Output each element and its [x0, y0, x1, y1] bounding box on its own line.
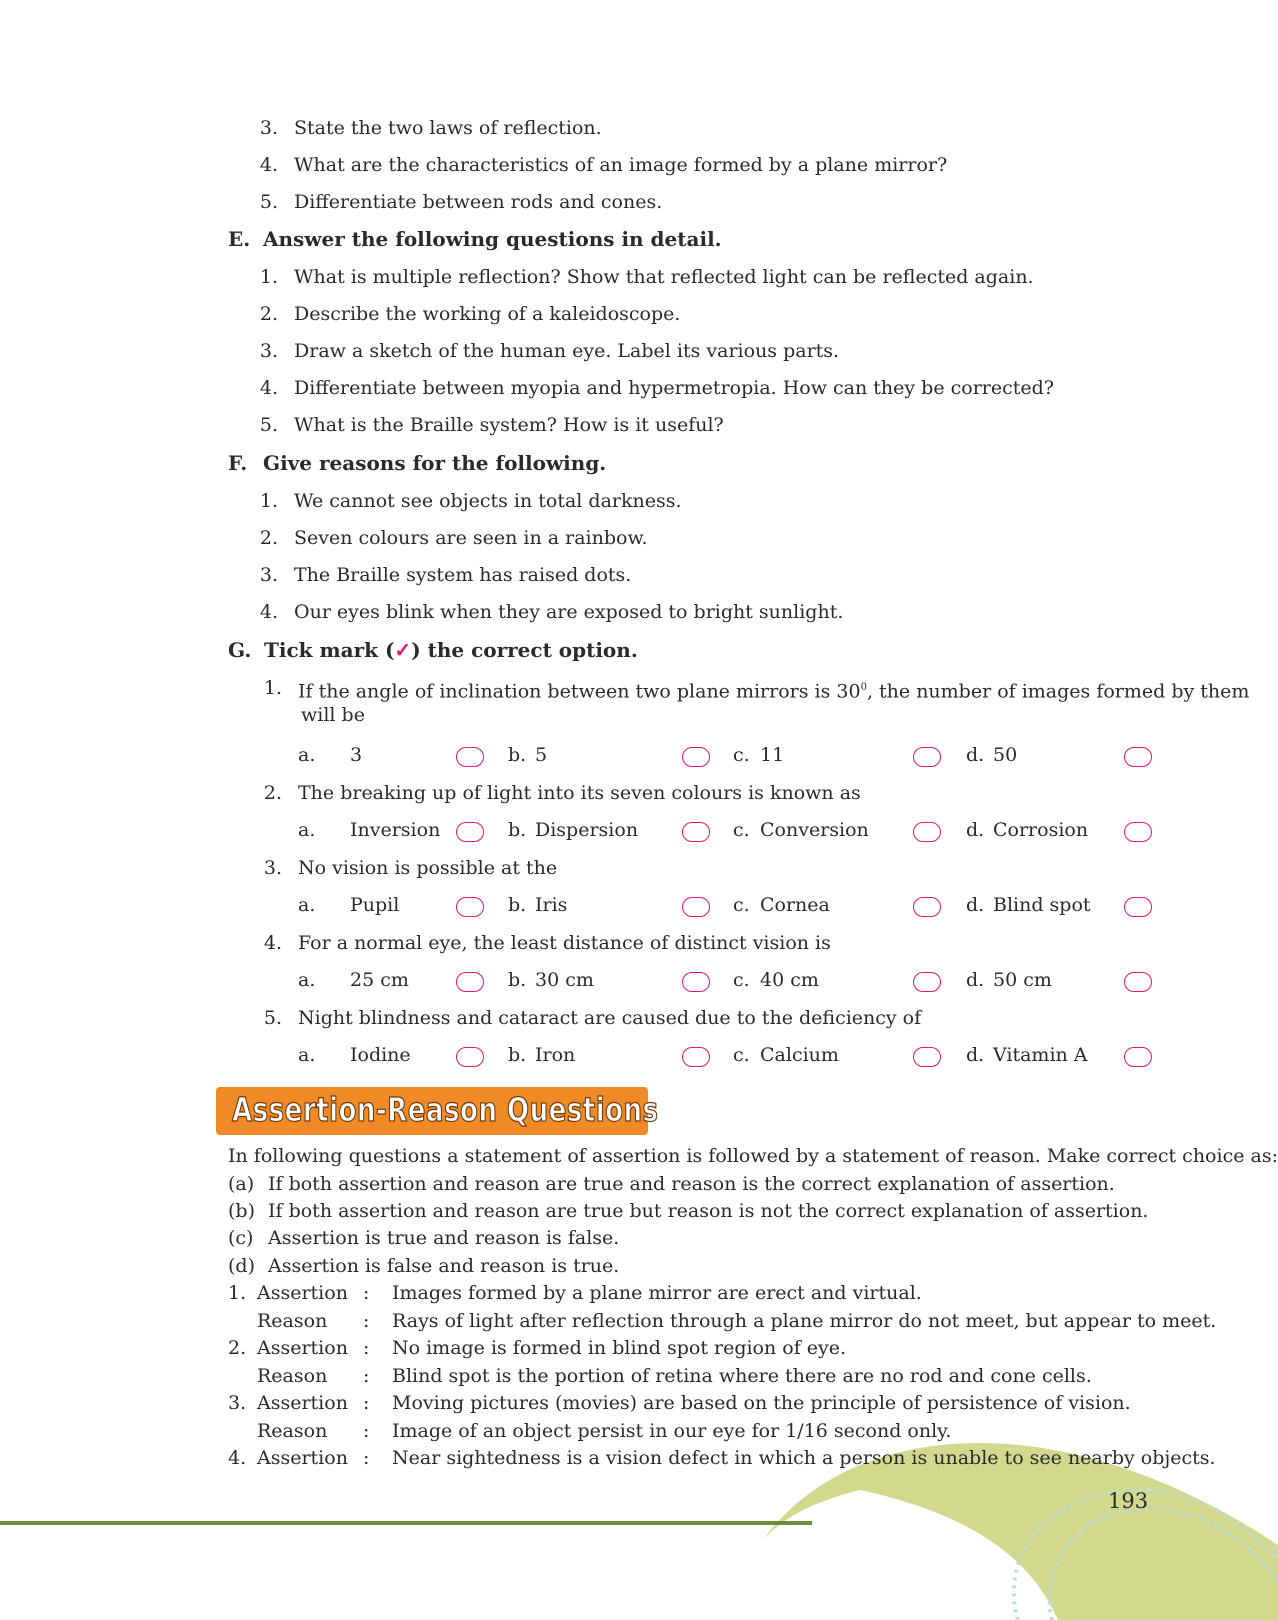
answer-checkbox[interactable] [913, 897, 941, 917]
option-text-a: Inversion [350, 819, 441, 841]
option-text-c: 11 [760, 744, 785, 766]
option-text-b: Dispersion [535, 819, 639, 841]
question-continuation: will be [301, 704, 365, 726]
option-text-d: 50 [993, 744, 1018, 766]
answer-checkbox[interactable] [913, 747, 941, 767]
option-label: a. [298, 1044, 316, 1066]
option-label: c. [733, 1044, 750, 1066]
option-label: a. [298, 744, 316, 766]
answer-checkbox[interactable] [913, 972, 941, 992]
tick-icon: ✓ [394, 638, 412, 662]
intro-text: In following questions a statement of assertion is followed by a statement of reason. Make correct choice as: [228, 1145, 1278, 1167]
option-label: d. [966, 744, 985, 766]
option-label: d. [966, 1044, 985, 1066]
footer-rule [0, 1521, 812, 1525]
answer-checkbox[interactable] [456, 747, 484, 767]
option-label: b. [508, 894, 527, 916]
answer-checkbox[interactable] [1124, 972, 1152, 992]
option-label: c. [733, 969, 750, 991]
option-label: b. [508, 819, 527, 841]
answer-checkbox[interactable] [913, 1047, 941, 1067]
option-label: d. [966, 894, 985, 916]
answer-checkbox[interactable] [456, 897, 484, 917]
option-label: c. [733, 819, 750, 841]
option-label: d. [966, 819, 985, 841]
option-text-c: Conversion [760, 819, 869, 841]
answer-checkbox[interactable] [1124, 747, 1152, 767]
option-label: b. [508, 1044, 527, 1066]
option-text-d: Vitamin A [993, 1044, 1088, 1066]
option-text-b: 5 [535, 744, 548, 766]
option-text-b: 30 cm [535, 969, 594, 991]
option-label: c. [733, 744, 750, 766]
answer-checkbox[interactable] [682, 1047, 710, 1067]
answer-checkbox[interactable] [682, 897, 710, 917]
answer-checkbox[interactable] [913, 822, 941, 842]
option-text-a: Iodine [350, 1044, 411, 1066]
answer-checkbox[interactable] [456, 1047, 484, 1067]
banner-title: Assertion-Reason Questions [232, 1090, 659, 1129]
option-text-a: Pupil [350, 894, 400, 916]
option-text-b: Iron [535, 1044, 576, 1066]
option-text-c: Cornea [760, 894, 830, 916]
option-label: a. [298, 969, 316, 991]
answer-checkbox[interactable] [1124, 1047, 1152, 1067]
page-number: 193 [1108, 1489, 1149, 1513]
answer-checkbox[interactable] [456, 972, 484, 992]
option-text-a: 25 cm [350, 969, 409, 991]
answer-checkbox[interactable] [456, 822, 484, 842]
option-text-a: 3 [350, 744, 363, 766]
answer-checkbox[interactable] [682, 747, 710, 767]
option-text-c: 40 cm [760, 969, 819, 991]
answer-checkbox[interactable] [682, 822, 710, 842]
option-text-b: Iris [535, 894, 568, 916]
option-label: d. [966, 969, 985, 991]
answer-checkbox[interactable] [682, 972, 710, 992]
option-label: a. [298, 819, 316, 841]
option-text-d: 50 cm [993, 969, 1052, 991]
option-label: b. [508, 969, 527, 991]
option-text-d: Corrosion [993, 819, 1089, 841]
answer-checkbox[interactable] [1124, 897, 1152, 917]
option-label: a. [298, 894, 316, 916]
option-label: c. [733, 894, 750, 916]
option-text-d: Blind spot [993, 894, 1091, 916]
option-text-c: Calcium [760, 1044, 839, 1066]
option-label: b. [508, 744, 527, 766]
answer-checkbox[interactable] [1124, 822, 1152, 842]
